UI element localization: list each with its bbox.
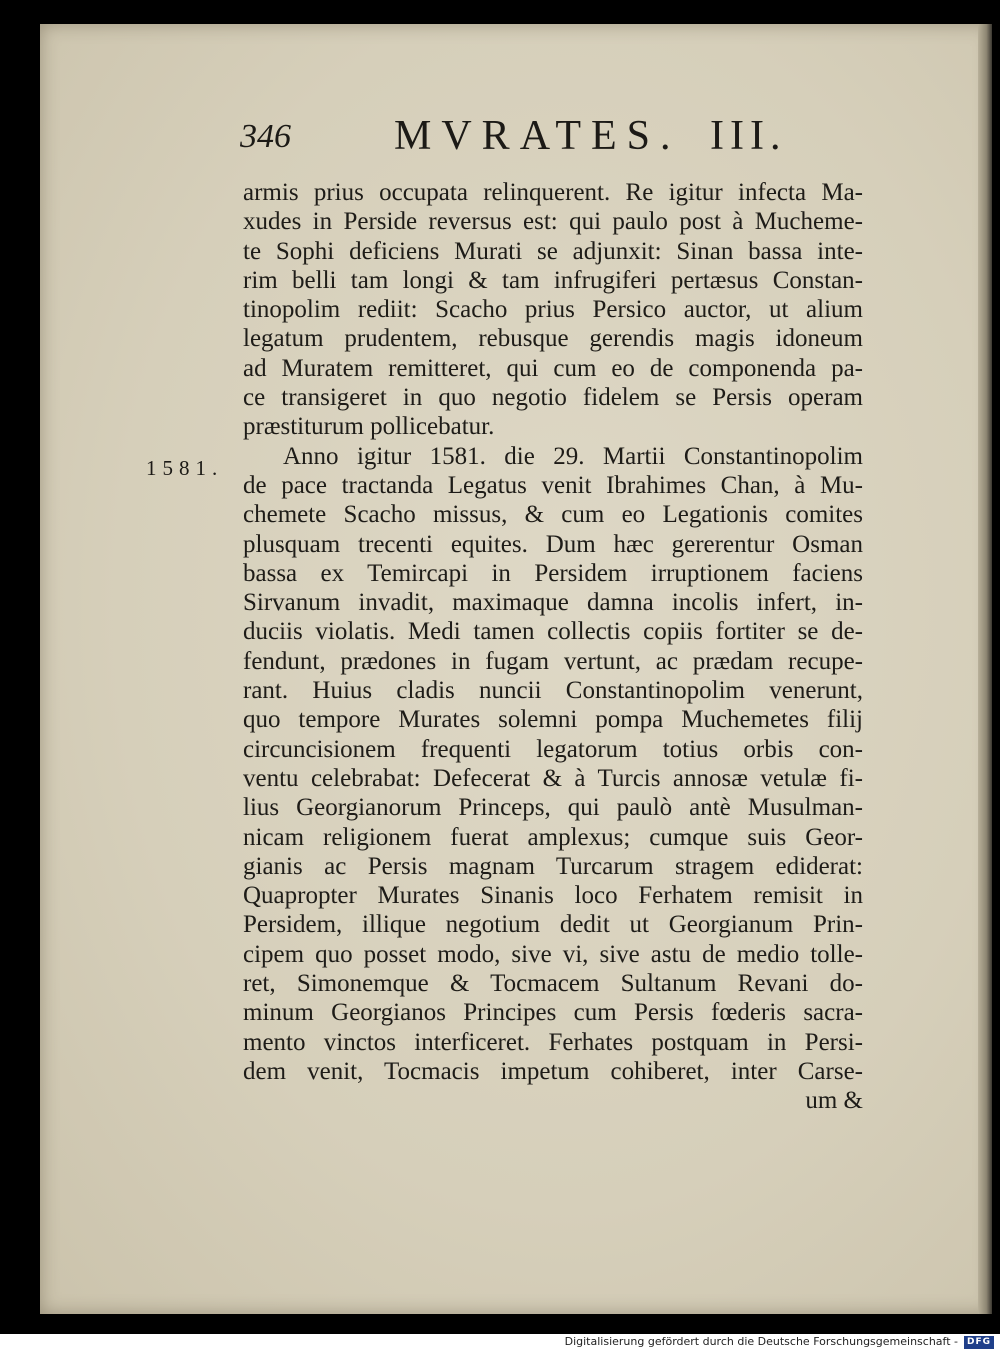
page-edge-shadow bbox=[978, 24, 992, 1314]
text-line: ret, Simonemque & Tocmacem Sultanum Revani do- bbox=[243, 970, 863, 998]
text-line: Quapropter Murates Sinanis loco Ferhatem remisit in bbox=[243, 882, 863, 910]
text-line: ad Muratem remitteret, qui cum eo de componenda pa- bbox=[243, 354, 863, 382]
text-line: xudes in Perside reversus est: qui paulo post à Mucheme- bbox=[243, 208, 863, 236]
text-line: præstiturum pollicebatur. bbox=[243, 413, 495, 441]
text-line: rim belli tam longi & tam infrugiferi pertæsus Constan- bbox=[243, 266, 863, 294]
text-line: rant. Huius cladis nuncii Constantinopolim venerunt, bbox=[243, 677, 863, 705]
text-line: nicam religionem fuerat amplexus; cumque suis Geor- bbox=[243, 823, 863, 851]
chapter-number: III. bbox=[710, 113, 787, 159]
text-line: circuncisionem frequenti legatorum totius orbis con- bbox=[243, 735, 863, 763]
text-line: fendunt, prædones in fugam vertunt, ac prædam recupe- bbox=[243, 647, 863, 675]
catchword: um & bbox=[805, 1087, 863, 1115]
text-line: legatum prudentem, rebusque gerendis magis idoneum bbox=[243, 325, 863, 353]
text-line: gianis ac Persis magnam Turcarum stragem ediderat: bbox=[243, 852, 863, 880]
text-line: ventu celebrabat: Defecerat & à Turcis annosæ vetulæ fi- bbox=[243, 764, 863, 792]
text-line: lius Georgianorum Princeps, qui paulò antè Musulman- bbox=[243, 794, 863, 822]
text-line: quo tempore Murates solemni pompa Muchemetes filij bbox=[243, 706, 863, 734]
text-line: dem venit, Tocmacis impetum cohiberet, inter Carse- bbox=[243, 1057, 863, 1085]
text-line: tinopolim rediit: Scacho prius Persico auctor, ut alium bbox=[243, 296, 863, 324]
text-line: cipem quo posset modo, sive vi, sive astu de medio tolle- bbox=[243, 940, 863, 968]
funding-credit: Digitalisierung gefördert durch die Deutsche Forschungsgemeinschaft - bbox=[564, 1335, 958, 1348]
text-line: Anno igitur 1581. die 29. Martii Constantinopolim bbox=[283, 442, 863, 470]
running-title: MVRATES. bbox=[394, 113, 681, 159]
body-text bbox=[243, 178, 863, 1116]
digitization-footer bbox=[0, 1334, 1000, 1352]
page-number: 346 bbox=[240, 118, 291, 155]
text-line: Sirvanum invadit, maximaque damna incolis infert, in- bbox=[243, 589, 863, 617]
text-line: minum Georgianos Principes cum Persis fœderis sacra- bbox=[243, 999, 863, 1027]
text-line: bassa ex Temircapi in Persidem irruptionem faciens bbox=[243, 559, 863, 587]
text-line: Persidem, illique negotium dedit ut Georgianum Prin- bbox=[243, 911, 863, 939]
text-line: plusquam trecenti equites. Dum hæc gererentur Osman bbox=[243, 530, 863, 558]
text-line: mento vinctos interficeret. Ferhates postquam in Persi- bbox=[243, 1028, 863, 1056]
text-line: ce transigeret in quo negotio fidelem se Persis operam bbox=[243, 384, 863, 412]
text-line: armis prius occupata relinquerent. Re igitur infecta Ma- bbox=[243, 179, 863, 206]
running-head bbox=[240, 112, 840, 172]
text-line: de pace tractanda Legatus venit Ibrahimes Chan, à Mu- bbox=[243, 471, 863, 499]
text-line: duciis violatis. Medi tamen collectis copiis fortiter se de- bbox=[243, 618, 863, 646]
text-line: te Sophi deficiens Murati se adjunxit: Sinan bassa inte- bbox=[243, 237, 863, 265]
dfg-logo-icon: DFG bbox=[964, 1336, 994, 1349]
text-line: chemete Scacho missus, & cum eo Legationis comites bbox=[243, 501, 863, 529]
margin-note-year: 1581. bbox=[146, 456, 224, 480]
